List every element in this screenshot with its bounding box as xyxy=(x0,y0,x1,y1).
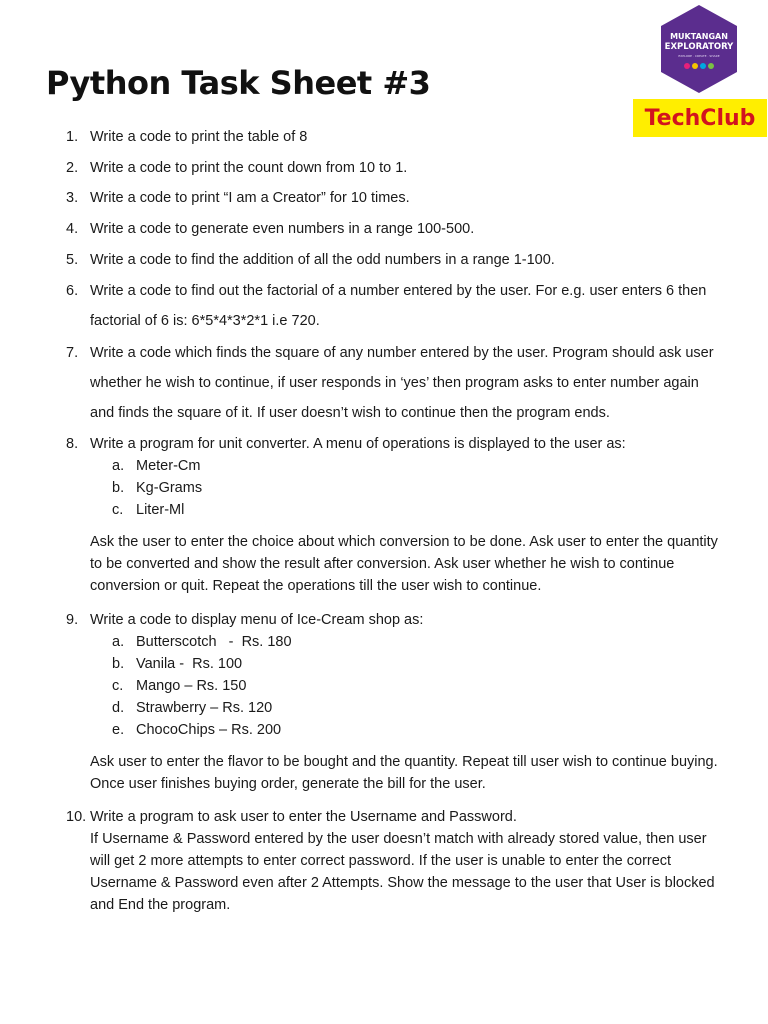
task-instructions: If Username & Password entered by the user doesn’t match with already stored value, then user will get 2 more attempts to enter correct password. If the user is unable to enter the correct Username & Password even after 2 Attempts. Show the message to the user that User is blocked and End the program. xyxy=(90,831,715,913)
task-7 xyxy=(66,338,726,428)
task-text: Write a code to print the table of 8 xyxy=(90,129,308,145)
task-number: 2. xyxy=(66,160,79,176)
task-text: Write a code to generate even numbers in a range 100-500. xyxy=(90,221,475,237)
task-2 xyxy=(66,157,726,179)
task-text: Write a code to display menu of Ice-Cream shop as: xyxy=(90,612,424,628)
task-10 xyxy=(66,806,726,916)
task-number: 6. xyxy=(66,283,79,299)
page-title: Python Task Sheet #3 xyxy=(46,64,431,102)
list-item: b. Vanila - Rs. 100 xyxy=(112,656,243,672)
task-5 xyxy=(66,249,726,271)
task-4 xyxy=(66,218,726,240)
techclub-label: TechClub xyxy=(644,105,756,131)
ice-cream-menu xyxy=(112,631,726,741)
list-item: d. Strawberry – Rs. 120 xyxy=(112,700,273,716)
task-number: 1. xyxy=(66,129,79,145)
task-number: 5. xyxy=(66,252,79,268)
task-text: Write a program to ask user to enter the Username and Password. xyxy=(90,809,517,825)
list-item: e. ChocoChips – Rs. 200 xyxy=(112,722,282,738)
list-item: c. Liter-Ml xyxy=(112,502,185,518)
conversion-options xyxy=(112,455,726,521)
task-instructions: Ask the user to enter the choice about which conversion to be done. Ask user to enter the quantity to be converted and show the result after conversion. Ask user whether he wish to continue conversion or quit. Repeat the operations till the user wish to continue. xyxy=(90,534,718,594)
task-number: 3. xyxy=(66,190,79,206)
task-text: Write a code to print “I am a Creator” for 10 times. xyxy=(90,190,410,206)
task-number: 10. xyxy=(66,809,87,825)
list-item: a. Butterscotch - Rs. 180 xyxy=(112,634,292,650)
logo-line2: EXPLORATORY xyxy=(664,42,734,52)
task-text: Write a program for unit converter. A menu of operations is displayed to the user as: xyxy=(90,436,626,452)
task-text: Write a code to print the count down from 10 to 1. xyxy=(90,160,408,176)
task-text: Write a code which finds the square of any number entered by the user. Program should ask user whether he wish to continue, if user responds in ‘yes’ then program asks to enter number again and finds the square of it. If user doesn’t wish to continue then the program ends. xyxy=(90,345,714,421)
task-text: Write a code to find out the factorial of a number entered by the user. For e.g. user enters 6 then factorial of 6 is: 6*5*4*3*2*1 i.e 720. xyxy=(90,283,707,329)
task-number: 7. xyxy=(66,345,79,361)
task-number: 8. xyxy=(66,436,79,452)
muktangan-exploratory-logo xyxy=(657,3,741,95)
task-3 xyxy=(66,187,726,209)
task-1 xyxy=(66,126,726,148)
task-instructions: Ask user to enter the flavor to be bought and the quantity. Repeat till user wish to continue buying. Once user finishes buying order, generate the bill for the user. xyxy=(90,754,718,792)
logo-line1: MUKTANGAN xyxy=(670,32,728,41)
task-number: 9. xyxy=(66,612,79,628)
list-item: a. Meter-Cm xyxy=(112,458,201,474)
list-item: c. Mango – Rs. 150 xyxy=(112,678,247,694)
task-text: Write a code to find the addition of all the odd numbers in a range 1-100. xyxy=(90,252,555,268)
list-item: b. Kg-Grams xyxy=(112,480,203,496)
task-9 xyxy=(66,609,726,795)
task-number: 4. xyxy=(66,221,79,237)
logo-tagline: EXPLORE · CREATE · SHARE xyxy=(678,54,720,58)
task-6 xyxy=(66,276,726,336)
task-8 xyxy=(66,433,726,597)
